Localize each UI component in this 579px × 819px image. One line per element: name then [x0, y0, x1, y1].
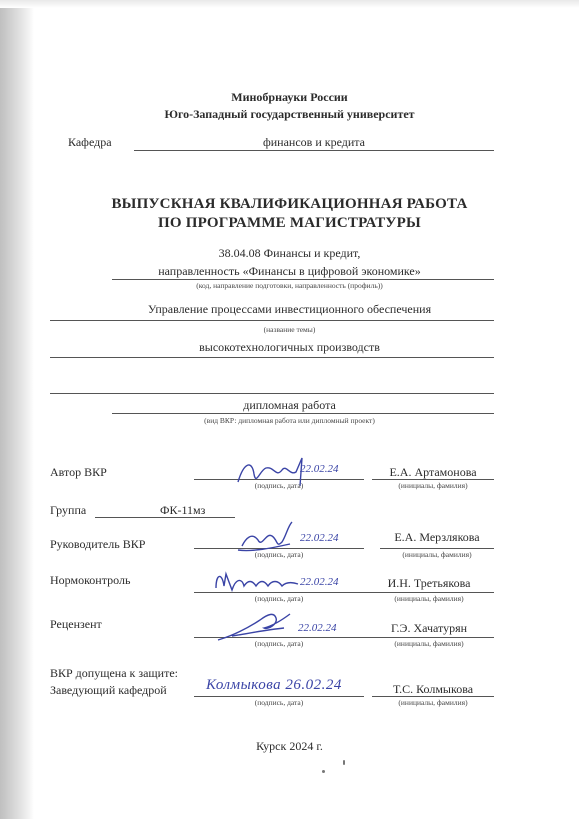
reviewer-signature-date: 22.02.24	[298, 622, 337, 634]
topic-underline-1	[50, 320, 494, 321]
group-underline	[95, 517, 235, 518]
topic-underline-2	[50, 357, 494, 358]
reviewer-signature-caption: (подпись, дата)	[254, 639, 304, 648]
topic-line1: Управление процессами инвестиционного обеспечения	[147, 302, 432, 316]
normcontrol-name-line	[364, 592, 494, 593]
admission-name-caption: (инициалы, фамилия)	[398, 698, 468, 707]
admission-signature-caption: (подпись, дата)	[254, 698, 304, 707]
direction-profile: направленность «Финансы в цифровой экономике»	[158, 264, 421, 278]
author-name: Е.А. Артамонова	[389, 465, 477, 479]
normcontrol-name-caption: (инициалы, фамилия)	[394, 594, 464, 603]
reviewer-label: Рецензент	[50, 617, 102, 631]
direction-underline	[112, 279, 494, 280]
supervisor-name-caption: (инициалы, фамилия)	[402, 550, 472, 559]
ministry-name: Минобрнауки России	[231, 90, 348, 104]
direction-caption: (код, направление подготовки, направленность (профиль))	[196, 281, 383, 290]
department-value: финансов и кредита	[262, 135, 366, 149]
topic-underline-3	[50, 393, 494, 394]
head-of-department-signature: Колмыкова 26.02.24	[206, 677, 342, 693]
head-of-department-label: Заведующий кафедрой	[50, 683, 167, 697]
reviewer-name: Г.Э. Хачатурян	[390, 621, 468, 635]
document-title-line2: ПО ПРОГРАММЕ МАГИСТРАТУРЫ	[158, 215, 421, 231]
supervisor-signature-caption: (подпись, дата)	[254, 550, 304, 559]
author-signature-date: 22.02.24	[300, 463, 339, 475]
supervisor-label: Руководитель ВКР	[50, 537, 146, 551]
author-label: Автор ВКР	[50, 465, 107, 479]
topic-caption: (название темы)	[263, 325, 316, 334]
reviewer-name-caption: (инициалы, фамилия)	[394, 639, 464, 648]
topic-line2: высокотехнологичных производств	[199, 340, 380, 354]
group-value: ФК-11мз	[160, 503, 206, 517]
normcontrol-signature-caption: (подпись, дата)	[254, 594, 304, 603]
scan-speck	[322, 770, 325, 773]
scan-top-edge	[0, 0, 579, 8]
scan-speck	[343, 760, 345, 765]
admission-label: ВКР допущена к защите:	[50, 666, 178, 680]
group-label: Группа	[50, 503, 87, 517]
university-name: Юго-Западный государственный университет	[164, 107, 415, 121]
work-kind-underline	[112, 413, 494, 414]
head-of-department-name: Т.С. Колмыкова	[392, 682, 474, 696]
work-kind-value: дипломная работа	[243, 398, 336, 412]
document-title-line1: ВЫПУСКНАЯ КВАЛИФИКАЦИОННАЯ РАБОТА	[111, 196, 468, 212]
reviewer-name-line	[364, 637, 494, 638]
work-kind-caption: (вид ВКР: дипломная работа или дипломный проект)	[204, 416, 375, 425]
city-year: Курск 2024 г.	[256, 739, 323, 753]
department-underline	[134, 150, 494, 151]
supervisor-name: Е.А. Мерзлякова	[394, 530, 480, 544]
author-name-caption: (инициалы, фамилия)	[398, 481, 468, 490]
department-label: Кафедра	[68, 135, 112, 149]
direction-code: 38.04.08 Финансы и кредит,	[218, 246, 361, 260]
supervisor-signature-date: 22.02.24	[300, 532, 339, 544]
author-signature-caption: (подпись, дата)	[254, 481, 304, 490]
supervisor-name-line	[380, 548, 494, 549]
normcontrol-signature-date: 22.02.24	[300, 576, 339, 588]
normcontrol-name: И.Н. Третьякова	[387, 576, 471, 590]
normcontrol-label: Нормоконтроль	[50, 573, 131, 587]
admission-signature-line	[194, 696, 364, 697]
